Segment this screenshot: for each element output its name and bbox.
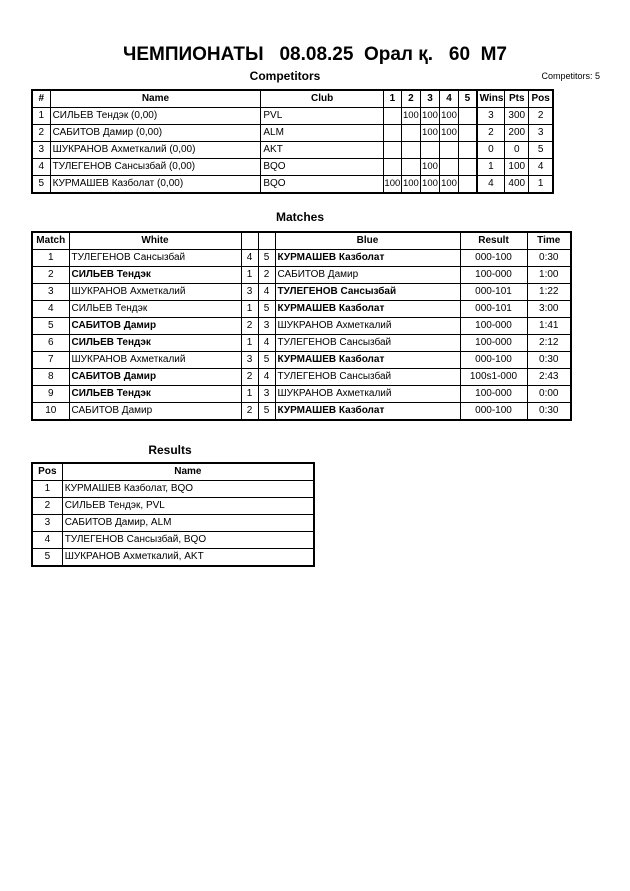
cell-r2 <box>401 159 420 176</box>
competitors-count: Competitors: 5 <box>541 71 600 81</box>
cell-blue-num: 5 <box>258 403 275 421</box>
cell-wins: 1 <box>477 159 505 176</box>
col-blue: Blue <box>275 232 460 250</box>
cell-white: САБИТОВ Дамир <box>69 318 241 335</box>
cell-name: ШУКРАНОВ Ахметкалий, AKT <box>62 549 314 567</box>
cell-r4: 100 <box>440 125 459 142</box>
cell-r2 <box>401 142 420 159</box>
cell-result: 000-101 <box>460 301 527 318</box>
cell-white: СИЛЬЕВ Тендэк <box>69 267 241 284</box>
cell-pts: 200 <box>505 125 529 142</box>
cell-white-num: 2 <box>241 318 258 335</box>
table-row <box>32 284 571 301</box>
col-r4: 4 <box>440 90 459 108</box>
table-row <box>32 159 553 176</box>
cell-match: 8 <box>32 369 69 386</box>
cell-wins: 3 <box>477 108 505 125</box>
col-club: Club <box>261 90 383 108</box>
cell-pos: 3 <box>529 125 553 142</box>
cell-r5 <box>459 176 477 194</box>
matches-header-row <box>32 232 571 250</box>
cell-result: 000-100 <box>460 250 527 267</box>
cell-r3: 100 <box>420 159 439 176</box>
table-row <box>32 142 553 159</box>
cell-club: ALM <box>261 125 383 142</box>
table-row <box>32 403 571 421</box>
cell-white-num: 1 <box>241 301 258 318</box>
col-name: Name <box>50 90 261 108</box>
cell-blue: САБИТОВ Дамир <box>275 267 460 284</box>
cell-num: 1 <box>32 108 50 125</box>
cell-name: СИЛЬЕВ Тендэк (0,00) <box>50 108 261 125</box>
cell-r2 <box>401 125 420 142</box>
cell-pos: 2 <box>529 108 553 125</box>
cell-result: 100-000 <box>460 267 527 284</box>
cell-match: 9 <box>32 386 69 403</box>
cell-pts: 100 <box>505 159 529 176</box>
cell-pos: 1 <box>529 176 553 194</box>
col-num: # <box>32 90 50 108</box>
table-row <box>32 335 571 352</box>
cell-blue-num: 5 <box>258 250 275 267</box>
col-match: Match <box>32 232 69 250</box>
cell-result: 000-100 <box>460 403 527 421</box>
cell-club: BQO <box>261 159 383 176</box>
cell-blue: ШУКРАНОВ Ахметкалий <box>275 318 460 335</box>
cell-time: 0:30 <box>527 250 571 267</box>
col-r2: 2 <box>401 90 420 108</box>
cell-blue: ТУЛЕГЕНОВ Сансызбай <box>275 369 460 386</box>
col-r1: 1 <box>383 90 401 108</box>
col-pts: Pts <box>505 90 529 108</box>
col-r5: 5 <box>459 90 477 108</box>
cell-pos: 1 <box>32 481 62 498</box>
cell-match: 3 <box>32 284 69 301</box>
cell-club: BQO <box>261 176 383 194</box>
cell-white: САБИТОВ Дамир <box>69 369 241 386</box>
cell-r2: 100 <box>401 176 420 194</box>
cell-time: 0:30 <box>527 403 571 421</box>
cell-white-num: 1 <box>241 267 258 284</box>
cell-blue: КУРМАШЕВ Казболат <box>275 250 460 267</box>
cell-result: 100-000 <box>460 318 527 335</box>
cell-match: 1 <box>32 250 69 267</box>
cell-r3: 100 <box>420 176 439 194</box>
cell-r1 <box>383 125 401 142</box>
col-name: Name <box>62 463 314 481</box>
col-pos: Pos <box>32 463 62 481</box>
cell-white-num: 2 <box>241 403 258 421</box>
cell-white: СИЛЬЕВ Тендэк <box>69 386 241 403</box>
cell-pos: 4 <box>529 159 553 176</box>
table-row <box>32 498 314 515</box>
cell-num: 4 <box>32 159 50 176</box>
col-pos: Pos <box>529 90 553 108</box>
cell-name: ТУЛЕГЕНОВ Сансызбай, BQO <box>62 532 314 549</box>
cell-blue-num: 4 <box>258 284 275 301</box>
cell-time: 0:30 <box>527 352 571 369</box>
cell-time: 0:00 <box>527 386 571 403</box>
cell-r3: 100 <box>420 125 439 142</box>
cell-r3 <box>420 142 439 159</box>
cell-name: ШУКРАНОВ Ахметкалий (0,00) <box>50 142 261 159</box>
cell-pos: 4 <box>32 532 62 549</box>
cell-white-num: 2 <box>241 369 258 386</box>
cell-name: КУРМАШЕВ Казболат (0,00) <box>50 176 261 194</box>
table-row <box>32 352 571 369</box>
cell-r5 <box>459 159 477 176</box>
table-row <box>32 549 314 567</box>
cell-white: ШУКРАНОВ Ахметкалий <box>69 284 241 301</box>
cell-num: 5 <box>32 176 50 194</box>
cell-r2: 100 <box>401 108 420 125</box>
col-time: Time <box>527 232 571 250</box>
cell-name: КУРМАШЕВ Казболат, BQO <box>62 481 314 498</box>
cell-wins: 0 <box>477 142 505 159</box>
cell-white: СИЛЬЕВ Тендэк <box>69 335 241 352</box>
matches-heading: Matches <box>275 210 325 224</box>
cell-result: 000-101 <box>460 284 527 301</box>
cell-blue: ШУКРАНОВ Ахметкалий <box>275 386 460 403</box>
cell-wins: 4 <box>477 176 505 194</box>
table-row <box>32 532 314 549</box>
table-row <box>32 481 314 498</box>
cell-white-num: 1 <box>241 335 258 352</box>
cell-r1: 100 <box>383 176 401 194</box>
cell-r4 <box>440 142 459 159</box>
results-header-row <box>32 463 314 481</box>
cell-time: 2:43 <box>527 369 571 386</box>
cell-match: 6 <box>32 335 69 352</box>
cell-blue: КУРМАШЕВ Казболат <box>275 301 460 318</box>
cell-time: 1:22 <box>527 284 571 301</box>
cell-pos: 5 <box>32 549 62 567</box>
cell-white: САБИТОВ Дамир <box>69 403 241 421</box>
cell-white-num: 3 <box>241 352 258 369</box>
results-table <box>31 462 315 567</box>
cell-blue: ТУЛЕГЕНОВ Сансызбай <box>275 335 460 352</box>
cell-r1 <box>383 159 401 176</box>
cell-r4: 100 <box>440 108 459 125</box>
cell-match: 10 <box>32 403 69 421</box>
col-wn <box>241 232 258 250</box>
cell-name: ТУЛЕГЕНОВ Сансызбай (0,00) <box>50 159 261 176</box>
page-title: ЧЕМПИОНАТЫ 08.08.25 Орал қ. 60 M7 <box>122 44 507 65</box>
cell-match: 7 <box>32 352 69 369</box>
cell-result: 100-000 <box>460 335 527 352</box>
cell-blue-num: 4 <box>258 335 275 352</box>
cell-r5 <box>459 125 477 142</box>
cell-blue-num: 3 <box>258 386 275 403</box>
col-bn <box>258 232 275 250</box>
cell-time: 3:00 <box>527 301 571 318</box>
cell-r1 <box>383 142 401 159</box>
cell-result: 100s1-000 <box>460 369 527 386</box>
table-row <box>32 386 571 403</box>
competitors-header-row <box>32 90 553 108</box>
cell-name: САБИТОВ Дамир, ALM <box>62 515 314 532</box>
cell-club: PVL <box>261 108 383 125</box>
cell-white-num: 4 <box>241 250 258 267</box>
cell-r4 <box>440 159 459 176</box>
cell-blue: КУРМАШЕВ Казболат <box>275 352 460 369</box>
cell-match: 5 <box>32 318 69 335</box>
competitors-heading: Competitors <box>249 69 321 83</box>
col-white: White <box>69 232 241 250</box>
cell-match: 2 <box>32 267 69 284</box>
cell-blue-num: 2 <box>258 267 275 284</box>
table-row <box>32 267 571 284</box>
cell-white-num: 3 <box>241 284 258 301</box>
cell-blue-num: 5 <box>258 352 275 369</box>
table-row <box>32 301 571 318</box>
cell-time: 1:00 <box>527 267 571 284</box>
cell-name: САБИТОВ Дамир (0,00) <box>50 125 261 142</box>
cell-blue-num: 5 <box>258 301 275 318</box>
col-r3: 3 <box>420 90 439 108</box>
cell-blue-num: 3 <box>258 318 275 335</box>
cell-pts: 0 <box>505 142 529 159</box>
cell-name: СИЛЬЕВ Тендэк, PVL <box>62 498 314 515</box>
cell-pos: 3 <box>32 515 62 532</box>
table-row <box>32 515 314 532</box>
table-row <box>32 369 571 386</box>
table-row <box>32 318 571 335</box>
cell-pos: 2 <box>32 498 62 515</box>
cell-pts: 300 <box>505 108 529 125</box>
cell-white: ТУЛЕГЕНОВ Сансызбай <box>69 250 241 267</box>
cell-pos: 5 <box>529 142 553 159</box>
cell-r5 <box>459 142 477 159</box>
cell-r5 <box>459 108 477 125</box>
cell-white: ШУКРАНОВ Ахметкалий <box>69 352 241 369</box>
cell-r3: 100 <box>420 108 439 125</box>
cell-blue-num: 4 <box>258 369 275 386</box>
table-row <box>32 176 553 194</box>
cell-time: 1:41 <box>527 318 571 335</box>
table-row <box>32 250 571 267</box>
cell-blue: ТУЛЕГЕНОВ Сансызбай <box>275 284 460 301</box>
cell-pts: 400 <box>505 176 529 194</box>
matches-table <box>31 231 572 421</box>
competitors-table <box>31 89 554 194</box>
cell-time: 2:12 <box>527 335 571 352</box>
cell-wins: 2 <box>477 125 505 142</box>
results-heading: Results <box>148 443 192 457</box>
col-result: Result <box>460 232 527 250</box>
cell-club: AKT <box>261 142 383 159</box>
cell-num: 2 <box>32 125 50 142</box>
cell-white-num: 1 <box>241 386 258 403</box>
table-row <box>32 125 553 142</box>
col-wins: Wins <box>477 90 505 108</box>
cell-r4: 100 <box>440 176 459 194</box>
cell-white: СИЛЬЕВ Тендэк <box>69 301 241 318</box>
table-row <box>32 108 553 125</box>
cell-match: 4 <box>32 301 69 318</box>
cell-result: 000-100 <box>460 352 527 369</box>
cell-r1 <box>383 108 401 125</box>
cell-blue: КУРМАШЕВ Казболат <box>275 403 460 421</box>
cell-result: 100-000 <box>460 386 527 403</box>
cell-num: 3 <box>32 142 50 159</box>
